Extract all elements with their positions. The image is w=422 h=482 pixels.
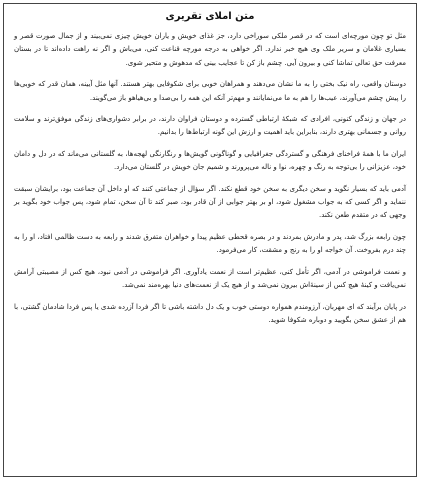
paragraph: چون رابعه بزرگ شد، پدر و مادرش بمردند و در بصره قحطی عظیم پیدا و خواهران متفرق شدند و رابعه به دست ظالمی افتاد، او را به چند درم بفروخت. آن خواجه او را به رنج و مشقت، کار می‌فرمود. [14,232,406,255]
paragraph: دوستان واقعی، راه نیک بختی را به ما نشان می‌دهند و همراهان خوبی برای شکوفایی بهتر هستند. آنها مثل آیینه، همان قدر که خوبی‌ها را پیش چشم می‌آورند، عیب‌ها را هم به ما می‌نمایانند و مهم‌تر آنکه این همه را بی‌صدا و بی‌هیاهو باز می‌گویند. [14,80,406,102]
paragraph: در پایان برآیند که ای مهربان، آرزومندم همواره دوستی خوب و یک دل داشته باشی تا اگر فردا آزرده شدی یا پس فردا شادمان گشتی، با هم از عشق سخن بگویید و دوباره شکوفا شوید. [14,302,406,324]
paragraph: ایران ما با همهٔ فراخنای فرهنگی و گستردگی جغرافیایی و گوناگونی گویش‌ها و رنگارنگی لهجه‌ها، به گلستانی می‌ماند که در دل و دامان خود، عزیزانی را بی‌توجه به رنگ و چهره، نوا و ناله می‌پرورند و شمیم جان خویش در گلستان می‌دارد. [14,149,406,172]
paragraph: آدمی باید که بسیار نگوید و سخن دیگری به سخن خود قطع نکند. اگر سؤال از جماعتی کنند که او داخل آن جماعت بود، برایشان سبقت ننماید و اگر کسی که به جواب مشغول شود، او بر بهتر جوابی از آن قادر بود، صبر کند تا آن سخن، تمام شود، پس جواب خود بگوید بر وجهی که در متقدم طعن نکند. [14,184,406,220]
dictation-text [4,30,416,327]
paragraph: مثل تو چون مورچه‌ای است که در قصر ملکی سوراخی دارد، جز غذای خویش و یاران خویش چیزی نمی‌بیند و از جمال صورت قصر و بسیاری غلامان و سریر ملک وی هیچ خبر ندارد. اگر خواهی به درجه مورچه قناعت کنی، می‌باش و اگر نه راهت داده‌اند تا در بستان معرفت حق تعالی تماشا کنی و بیرون آیی. چشم باز کن تا عجایب بینی که مدهوش و متحیر شوی. [14,32,406,67]
dictation-sheet [3,3,417,477]
paragraph: در جهان و زندگی کنونی، افرادی که شبکهٔ ارتباطی گسترده و دوستان فراوان دارند، در برابر دشواری‌های زندگی موفق‌ترند و سلامت روانی و جسمانی بهتری دارند، بنابراین باید اهمیت و ارزش این گونه ارتباط‌ها را بدانیم. [14,115,406,137]
paragraph: و نعمت فراموشی در آدمی، اگر تأمل کنی، عظیم‌تر است از نعمت یادآوری. اگر فراموشی در آدمی نبود، هیچ کس از مصیبتی آرامش نمی‌یافت و کینهٔ هیچ کس از سینهٔ‌اش بیرون نمی‌شد و از هیچ یک از نعمت‌های دنیا بهره‌مند نمی‌شد. [14,267,406,290]
page-title: متن املای تقریری [165,11,255,22]
